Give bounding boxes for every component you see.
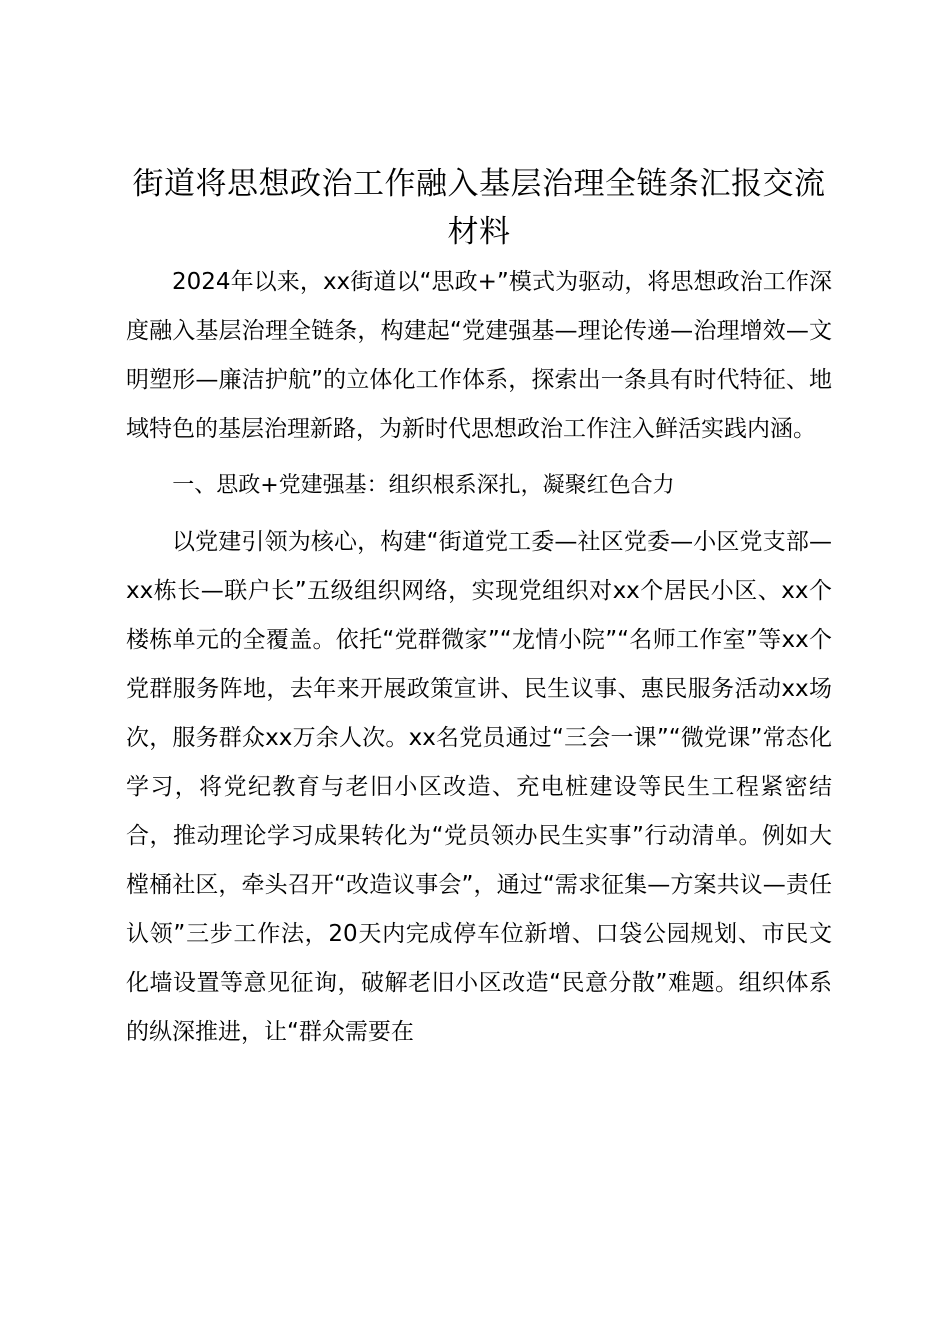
section-heading: 一、思政+党建强基：组织根系深扎，凝聚红色合力 bbox=[172, 473, 675, 498]
document-body bbox=[126, 160, 832, 1057]
intro-paragraph: 2024年以来，xx街道以“思政+”模式为驱动，将思想政治工作深度融入基层治理全链条，构建起“党建强基—理论传递—治理增效—文明塑形—廉洁护航”的立体化工作体系，探索出一条具有时代特征、地域特色的基层治理新路，为新时代思想政治工作注入鲜活实践内涵。 bbox=[126, 269, 832, 442]
section-paragraph: 以党建引领为核心，构建“街道党工委—社区党委—小区党支部—xx栋长—联户长”五级组织网络，实现党组织对xx个居民小区、xx个楼栋单元的全覆盖。依托“党群微家”“龙情小院”“名师工作室”等xx个党群服务阵地，去年来开展政策宣讲、民生议事、惠民服务活动xx场次，服务群众xx万余人次。xx名党员通过“三会一课”“微党课”常态化学习，将党纪教育与老旧小区改造、充电桩建设等民生工程紧密结合，推动理论学习成果转化为“党员领办民生实事”行动清单。例如大樘桶社区，牵头召开“改造议事会”，通过“需求征集—方案共议—责任认领”三步工作法，20天内完成停车位新增、口袋公园规划、市民文化墙设置等意见征询，破解老旧小区改造“民意分散”难题。组织体系的纵深推进，让“群众需要在 bbox=[126, 529, 832, 1045]
document-title: 街道将思想政治工作融入基层治理全链条汇报交流材料 bbox=[132, 166, 826, 250]
